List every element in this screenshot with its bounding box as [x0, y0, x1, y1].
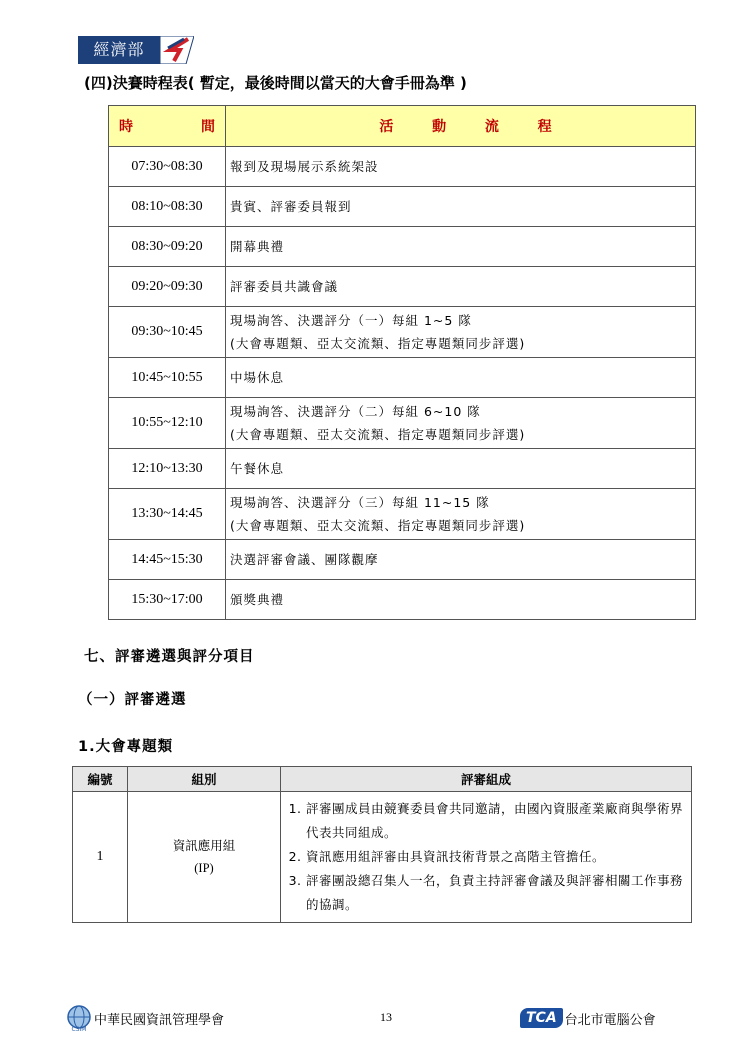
table-row	[109, 358, 696, 398]
schedule-activity: 現場詢答、決選評分（一）每組 1~5 隊 (大會專題類、亞太交流類、指定專題類同步評選)	[226, 307, 696, 358]
list-item: 3. 評審團設總召集人一名，負責主持評審會議及與評審相關工作事務的協調。	[306, 869, 684, 917]
schedule-activity: 開幕典禮	[226, 227, 696, 267]
table-row	[109, 398, 696, 449]
table-row	[73, 792, 692, 923]
page-number: 13	[380, 1010, 392, 1024]
schedule-activity: 評審委員共識會議	[226, 267, 696, 307]
schedule-activity: 頒獎典禮	[226, 580, 696, 620]
table-row	[109, 267, 696, 307]
section-7-title: 七、評審遴選與評分項目	[84, 649, 255, 665]
schedule-activity: 現場詢答、決選評分（三）每組 11~15 隊 (大會專題類、亞太交流類、指定專題類同步評選)	[226, 489, 696, 540]
footer-left-org-name: 中華民國資訊管理學會	[94, 1012, 225, 1028]
list-item: 2. 資訊應用組評審由具資訊技術背景之高階主管擔任。	[306, 845, 684, 869]
list-item: 1. 評審團成員由競賽委員會共同邀請，由國內資服產業廠商與學術界代表共同組成。	[306, 797, 684, 845]
footer-right-org-name: 台北市電腦公會	[564, 1012, 656, 1028]
judge-table	[72, 766, 692, 923]
section-7-1-1-title: 1.大會專題類	[78, 739, 174, 755]
schedule-time: 09:30~10:45	[109, 307, 226, 358]
table-row	[109, 580, 696, 620]
svg-text:CSIM: CSIM	[71, 1026, 87, 1033]
schedule-time: 09:20~09:30	[109, 267, 226, 307]
table-row	[109, 147, 696, 187]
schedule-table	[108, 105, 696, 620]
table-row	[109, 227, 696, 267]
csim-globe-icon	[64, 1003, 94, 1033]
schedule-activity: 決選評審會議、團隊觀摩	[226, 540, 696, 580]
footer-left-org	[64, 1000, 224, 1036]
judge-header-group: 組別	[128, 767, 281, 792]
activity-column-header: 活 動 流 程	[226, 106, 696, 147]
footer-right-org	[520, 1000, 656, 1036]
schedule-time: 08:10~08:30	[109, 187, 226, 227]
table-row	[109, 489, 696, 540]
schedule-time: 10:55~12:10	[109, 398, 226, 449]
table-row	[109, 540, 696, 580]
schedule-time: 07:30~08:30	[109, 147, 226, 187]
judge-row-composition	[281, 792, 692, 923]
schedule-heading: (四)決賽時程表( 暫定，最後時間以當天的大會手冊為準 )	[84, 74, 467, 92]
judge-header-no: 編號	[73, 767, 128, 792]
schedule-activity: 現場詢答、決選評分（二）每組 6~10 隊 (大會專題類、亞太交流類、指定專題類同步評選)	[226, 398, 696, 449]
schedule-activity: 報到及現場展示系統架設	[226, 147, 696, 187]
schedule-time: 15:30~17:00	[109, 580, 226, 620]
schedule-time: 13:30~14:45	[109, 489, 226, 540]
page-footer	[0, 1000, 750, 1040]
schedule-time: 12:10~13:30	[109, 449, 226, 489]
table-row	[109, 187, 696, 227]
schedule-time: 08:30~09:20	[109, 227, 226, 267]
schedule-activity: 中場休息	[226, 358, 696, 398]
moea-emblem-icon	[160, 36, 194, 64]
schedule-activity: 貴賓、評審委員報到	[226, 187, 696, 227]
schedule-time: 10:45~10:55	[109, 358, 226, 398]
schedule-time: 14:45~15:30	[109, 540, 226, 580]
table-row	[109, 449, 696, 489]
table-row	[109, 307, 696, 358]
judge-header-composition: 評審組成	[281, 767, 692, 792]
judge-row-no: 1	[73, 792, 128, 923]
moea-logo	[78, 36, 198, 66]
judge-row-group: 資訊應用組 (IP)	[128, 792, 281, 923]
moea-logo-text: 經濟部	[78, 36, 160, 64]
section-7-1-title: （一）評審遴選	[78, 692, 187, 708]
schedule-activity: 午餐休息	[226, 449, 696, 489]
time-column-header: 時 間	[109, 106, 226, 147]
tca-logo-icon: TCA	[520, 1008, 563, 1028]
